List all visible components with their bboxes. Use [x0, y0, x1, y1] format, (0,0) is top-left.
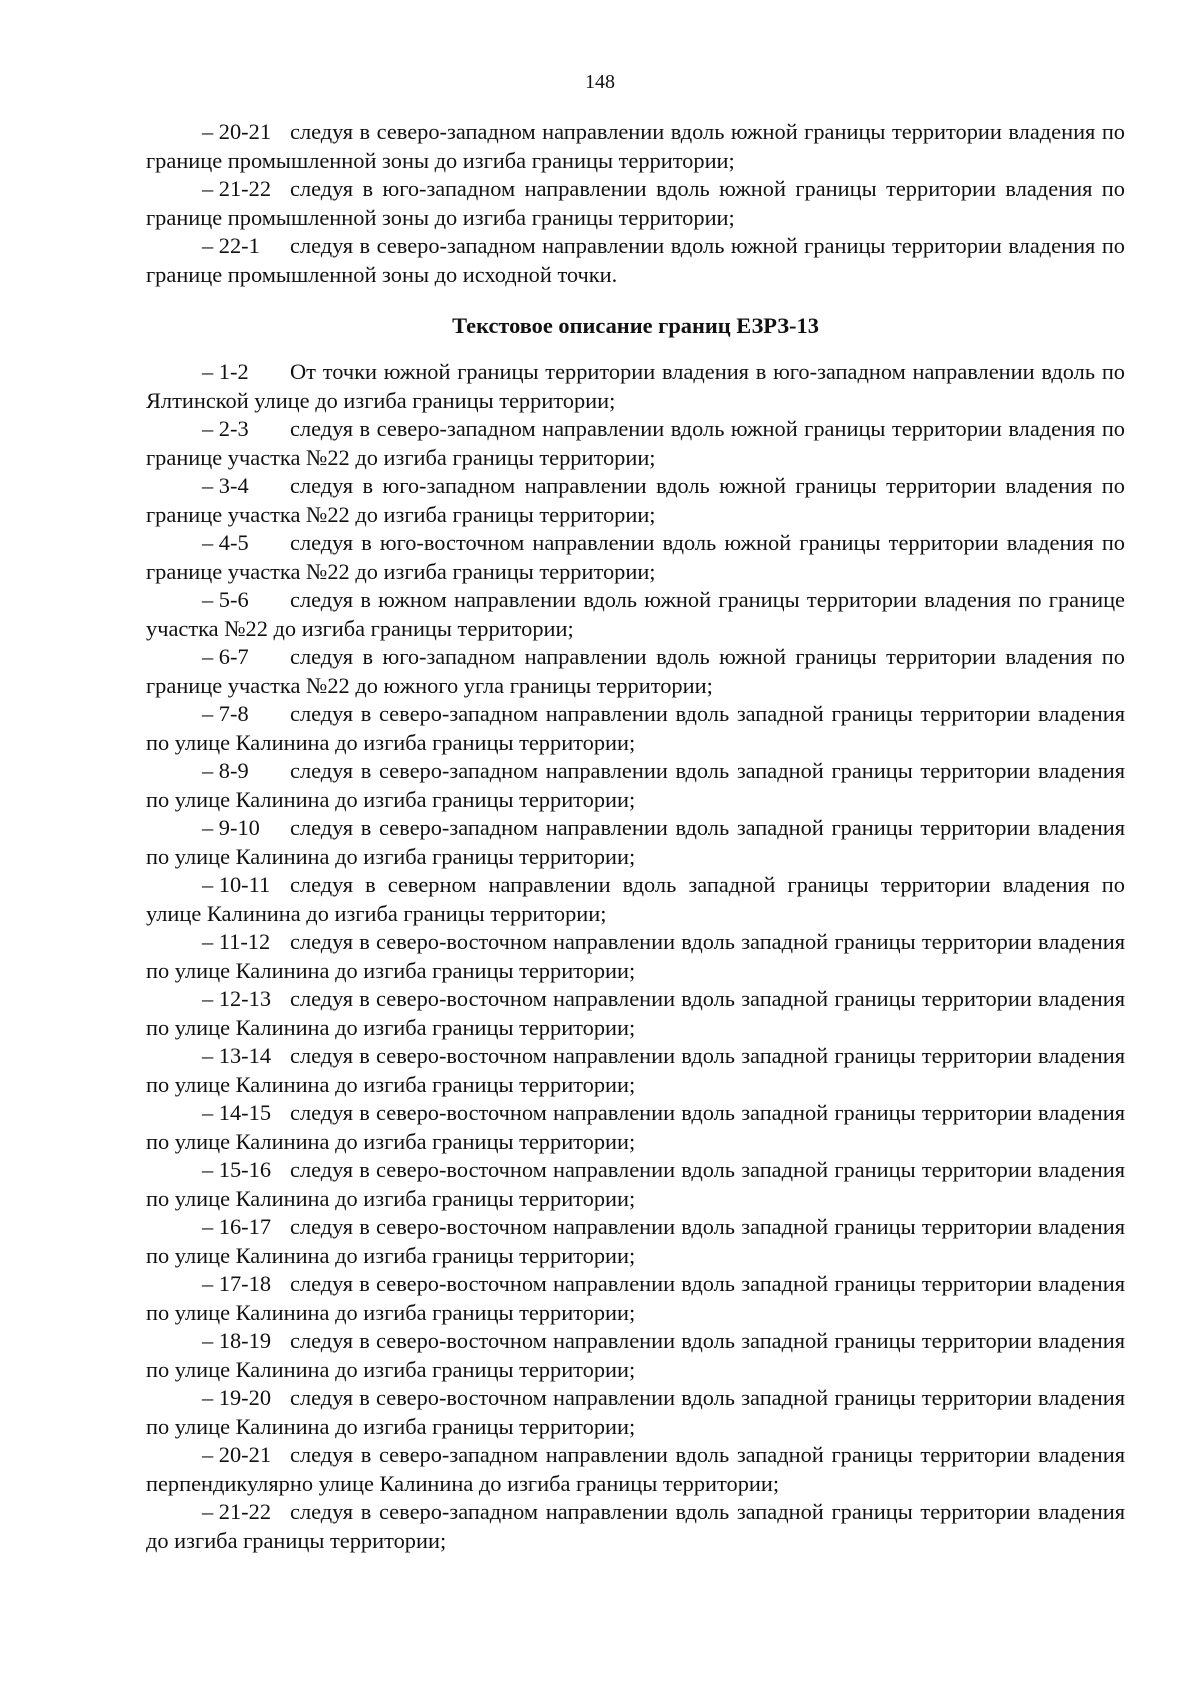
boundary-segment-paragraph	[146, 700, 1125, 757]
boundary-segment-paragraph	[146, 1498, 1125, 1555]
boundary-segment-paragraph	[146, 472, 1125, 529]
boundary-segment-paragraph	[146, 232, 1125, 289]
segment-text: следуя в северо-западном направлении вдоль южной границы территории владения по границе промышленной зоны до изгиба границы территории;	[146, 119, 1125, 173]
boundary-segment-paragraph	[146, 643, 1125, 700]
segment-text: следуя в южном направлении вдоль южной границы территории владения по границе участка №22 до изгиба границы территории;	[146, 587, 1125, 641]
intro-paragraph-list	[146, 118, 1125, 289]
segment-label: – 6-7	[202, 644, 249, 669]
segment-text: следуя в северо-западном направлении вдоль южной границы территории владения по границе участка №22 до изгиба границы территории;	[146, 416, 1125, 470]
segment-text: следуя в северо-восточном направлении вдоль западной границы территории владения по улице Калинина до изгиба границы территории;	[146, 1100, 1125, 1154]
segment-text: следуя в северо-западном направлении вдоль западной границы территории владения до изгиба границы территории;	[146, 1499, 1125, 1553]
boundary-segment-paragraph	[146, 1441, 1125, 1498]
segment-label: – 16-17	[202, 1214, 272, 1239]
boundary-segment-paragraph	[146, 871, 1125, 928]
boundary-segment-paragraph	[146, 358, 1125, 415]
segment-label: – 5-6	[202, 587, 249, 612]
document-body	[146, 118, 1125, 1555]
segment-text: следуя в юго-западном направлении вдоль южной границы территории владения по границе участка №22 до изгиба границы территории;	[146, 473, 1125, 527]
boundary-segment-paragraph	[146, 118, 1125, 175]
boundary-segment-paragraph	[146, 1099, 1125, 1156]
boundary-segment-paragraph	[146, 175, 1125, 232]
segment-label: – 21-22	[202, 1499, 272, 1524]
segment-label: – 21-22	[202, 176, 272, 201]
boundary-segment-paragraph	[146, 529, 1125, 586]
segment-text: следуя в юго-западном направлении вдоль южной границы территории владения по границе участка №22 до южного угла границы территории;	[146, 644, 1125, 698]
boundary-segment-paragraph	[146, 1327, 1125, 1384]
section-title: Текстовое описание границ ЕЗРЗ-13	[452, 313, 819, 338]
boundary-segment-paragraph	[146, 985, 1125, 1042]
segment-label: – 11-12	[202, 929, 271, 954]
segment-label: – 22-1	[202, 233, 260, 258]
segment-text: следуя в северо-восточном направлении вдоль западной границы территории владения по улице Калинина до изгиба границы территории;	[146, 1214, 1125, 1268]
segment-label: – 19-20	[202, 1385, 272, 1410]
boundary-segment-paragraph	[146, 1384, 1125, 1441]
boundary-segment-paragraph	[146, 814, 1125, 871]
segment-label: – 3-4	[202, 473, 249, 498]
segment-text: следуя в северо-восточном направлении вдоль западной границы территории владения по улице Калинина до изгиба границы территории;	[146, 929, 1125, 983]
segment-label: – 1-2	[202, 359, 249, 384]
boundary-segment-paragraph	[146, 1156, 1125, 1213]
segment-text: следуя в северо-восточном направлении вдоль западной границы территории владения по улице Калинина до изгиба границы территории;	[146, 1271, 1125, 1325]
segment-text: следуя в северо-восточном направлении вдоль западной границы территории владения по улице Калинина до изгиба границы территории;	[146, 1385, 1125, 1439]
segment-text: следуя в северо-восточном направлении вдоль западной границы территории владения по улице Калинина до изгиба границы территории;	[146, 1157, 1125, 1211]
segment-text: следуя в юго-западном направлении вдоль южной границы территории владения по границе промышленной зоны до изгиба границы территории;	[146, 176, 1125, 230]
segment-text: следуя в северо-восточном направлении вдоль западной границы территории владения по улице Калинина до изгиба границы территории;	[146, 1328, 1125, 1382]
segment-text: следуя в северо-западном направлении вдоль южной границы территории владения по границе промышленной зоны до исходной точки.	[146, 233, 1125, 287]
segment-label: – 15-16	[202, 1157, 272, 1182]
segment-label: – 13-14	[202, 1043, 272, 1068]
boundary-segment-paragraph	[146, 928, 1125, 985]
segment-label: – 17-18	[202, 1271, 272, 1296]
segment-label: – 18-19	[202, 1328, 272, 1353]
segment-label: – 10-11	[202, 872, 271, 897]
boundary-segment-paragraph	[146, 1270, 1125, 1327]
segment-label: – 2-3	[202, 416, 249, 441]
segment-text: следуя в юго-восточном направлении вдоль южной границы территории владения по границе участка №22 до изгиба границы территории;	[146, 530, 1125, 584]
segment-text: следуя в северо-западном направлении вдоль западной границы территории владения перпендикулярно улице Калинина до изгиба границы территории;	[146, 1442, 1125, 1496]
segment-label: – 20-21	[202, 119, 272, 144]
segment-label: – 14-15	[202, 1100, 272, 1125]
segment-text: следуя в северо-восточном направлении вдоль западной границы территории владения по улице Калинина до изгиба границы территории;	[146, 1043, 1125, 1097]
boundary-segment-paragraph	[146, 757, 1125, 814]
boundary-segment-paragraph	[146, 1042, 1125, 1099]
boundary-segment-paragraph	[146, 1213, 1125, 1270]
segment-label: – 12-13	[202, 986, 272, 1011]
segment-text: следуя в северо-западном направлении вдоль западной границы территории владения по улице Калинина до изгиба границы территории;	[146, 815, 1125, 869]
page-number: 148	[585, 71, 615, 93]
segment-text: следуя в северо-восточном направлении вдоль западной границы территории владения по улице Калинина до изгиба границы территории;	[146, 986, 1125, 1040]
segment-text: следуя в северо-западном направлении вдоль западной границы территории владения по улице Калинина до изгиба границы территории;	[146, 701, 1125, 755]
boundary-segment-paragraph	[146, 586, 1125, 643]
section-paragraph-list	[146, 358, 1125, 1555]
boundary-segment-paragraph	[146, 415, 1125, 472]
segment-text: От точки южной границы территории владения в юго-западном направлении вдоль по Ялтинской улице до изгиба границы территории;	[146, 359, 1125, 413]
segment-text: следуя в северном направлении вдоль западной границы территории владения по улице Калинина до изгиба границы территории;	[146, 872, 1125, 926]
segment-label: – 9-10	[202, 815, 260, 840]
segment-label: – 20-21	[202, 1442, 272, 1467]
segment-text: следуя в северо-западном направлении вдоль западной границы территории владения по улице Калинина до изгиба границы территории;	[146, 758, 1125, 812]
segment-label: – 8-9	[202, 758, 249, 783]
segment-label: – 4-5	[202, 530, 249, 555]
segment-label: – 7-8	[202, 701, 249, 726]
